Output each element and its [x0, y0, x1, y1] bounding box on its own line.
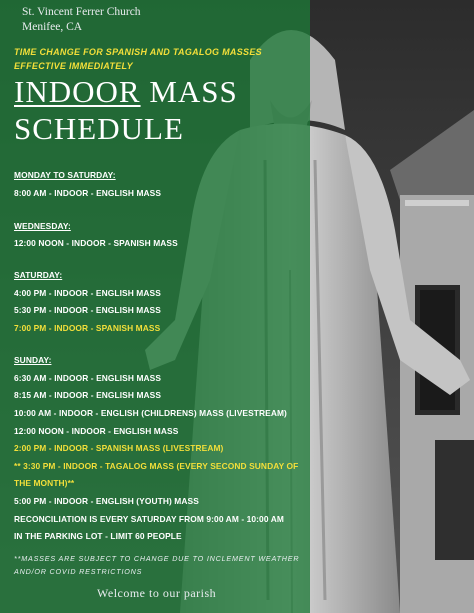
schedule-line: 6:30 AM - INDOOR - ENGLISH MASS	[14, 373, 162, 383]
page-title-line2: SCHEDULE	[14, 111, 184, 146]
schedule-line: 10:00 AM - INDOOR - ENGLISH (CHILDRENS) MASS (LIVESTREAM)	[14, 408, 287, 418]
schedule-line-highlight: THE MONTH)**	[14, 478, 75, 488]
church-name: St. Vincent Ferrer Church	[22, 6, 141, 18]
heading-sunday: SUNDAY:	[14, 355, 52, 365]
welcome-text: Welcome to our parish	[97, 586, 217, 600]
page-title	[14, 74, 238, 110]
schedule-line: 4:00 PM - INDOOR - ENGLISH MASS	[14, 288, 161, 298]
schedule-line: 5:30 PM - INDOOR - ENGLISH MASS	[14, 305, 161, 315]
time-change-notice: TIME CHANGE FOR SPANISH AND TAGALOG MASSES	[14, 47, 262, 57]
schedule-line: 8:00 AM - INDOOR - ENGLISH MASS	[14, 188, 162, 198]
church-location: Menifee, CA	[22, 21, 83, 33]
effective-notice: EFFECTIVE IMMEDIATELY	[14, 61, 133, 71]
schedule-line-highlight: 7:00 PM - INDOOR - SPANISH MASS	[14, 323, 161, 333]
schedule-line: 8:15 AM - INDOOR - ENGLISH MASS	[14, 390, 162, 400]
title-word-indoor: INDOOR	[14, 74, 141, 109]
heading-saturday: SATURDAY:	[14, 270, 63, 280]
schedule-line: 12:00 NOON - INDOOR - SPANISH MASS	[14, 238, 178, 248]
schedule-line-highlight: ** 3:30 PM - INDOOR - TAGALOG MASS (EVERY SECOND SUNDAY OF	[14, 461, 299, 471]
title-word-mass: MASS	[149, 74, 238, 109]
disclaimer-line: AND/OR COVID RESTRICTIONS	[14, 567, 143, 576]
heading-monday-saturday: MONDAY TO SATURDAY:	[14, 170, 116, 180]
schedule-line-highlight: 2:00 PM - INDOOR - SPANISH MASS (LIVESTREAM)	[14, 443, 224, 453]
heading-wednesday: WEDNESDAY:	[14, 221, 71, 231]
reconciliation-line: IN THE PARKING LOT - LIMIT 60 PEOPLE	[14, 531, 182, 541]
schedule-line: 5:00 PM - INDOOR - ENGLISH (YOUTH) MASS	[14, 496, 199, 506]
reconciliation-line: RECONCILIATION IS EVERY SATURDAY FROM 9:00 AM - 10:00 AM	[14, 514, 284, 524]
schedule-line: 12:00 NOON - INDOOR - ENGLISH MASS	[14, 426, 179, 436]
disclaimer-line: **MASSES ARE SUBJECT TO CHANGE DUE TO INCLEMENT WEATHER	[14, 554, 300, 563]
